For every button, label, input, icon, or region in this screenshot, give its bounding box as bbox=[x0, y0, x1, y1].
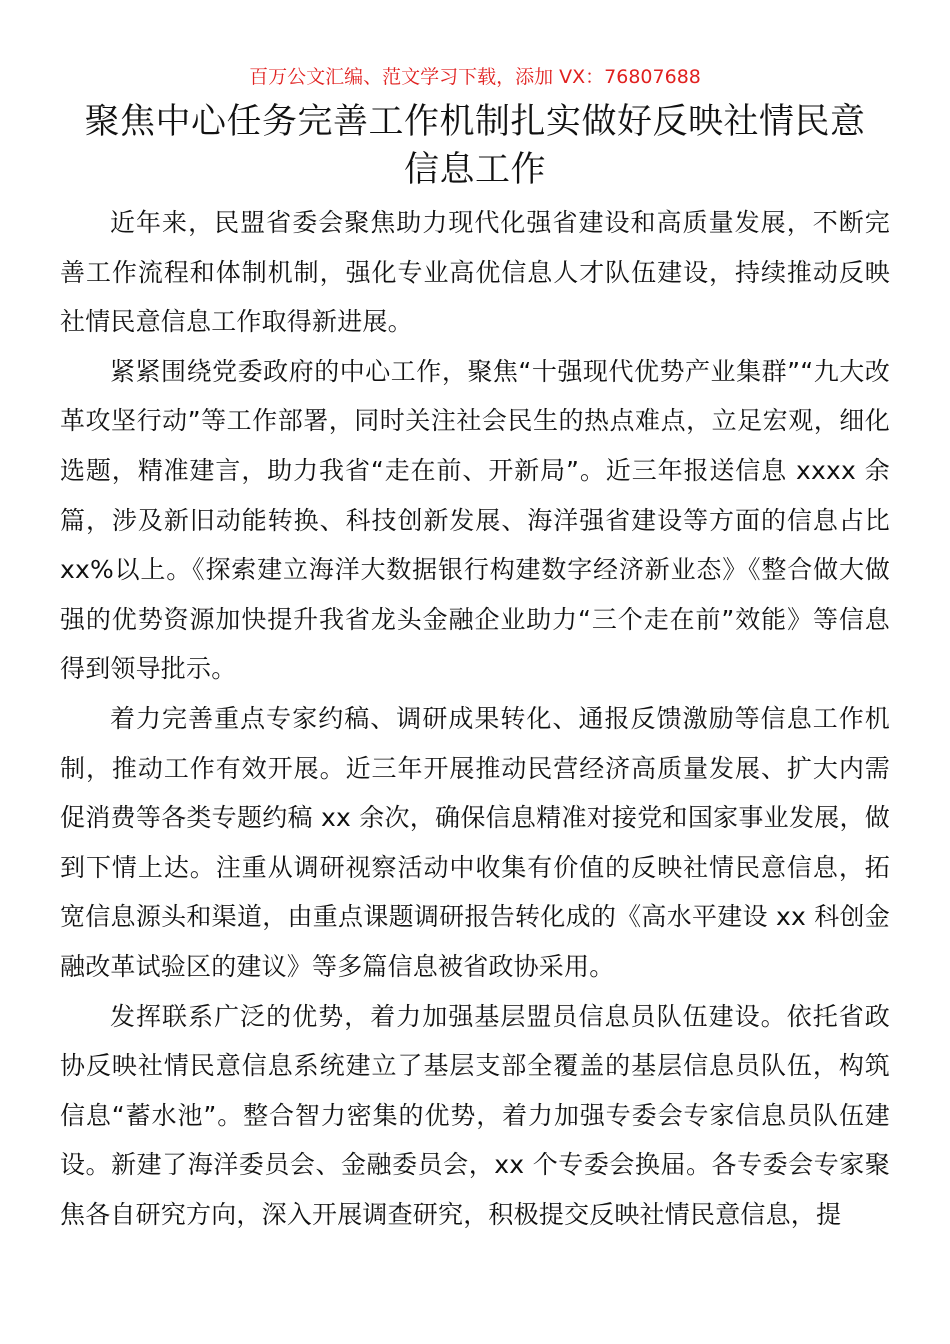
paragraph: 紧紧围绕党委政府的中心工作，聚焦“十强现代优势产业集群”“九大改革攻坚行动”等工作部署，同时关注社会民生的热点难点，立足宏观，细化选题，精准建言，助力我省“走在前、开新局”。近三年报送信息 xxxx 余篇，涉及新旧动能转换、科技创新发展、海洋强省建设等方面的信息占比 xx%以上。《探索建立海洋大数据银行构建数字经济新业态》《整合做大做强的优势资源加快提升我省龙头金融企业助力“三个走在前”效能》等信息得到领导批示。 bbox=[60, 356, 890, 684]
paragraph: 着力完善重点专家约稿、调研成果转化、通报反馈激励等信息工作机制，推动工作有效开展。近三年开展推动民营经济高质量发展、扩大内需促消费等各类专题约稿 xx 余次，确保信息精准对接党和国家事业发展，做到下情上达。注重从调研视察活动中收集有价值的反映社情民意信息，拓宽信息源头和渠道，由重点课题调研报告转化成的《高水平建设 xx 科创金融改革试验区的建议》等多篇信息被省政协采用。 bbox=[60, 703, 890, 981]
document-title: 聚焦中心任务完善工作机制扎实做好反映社情民意信息工作 bbox=[84, 102, 866, 190]
document-body bbox=[60, 198, 890, 1239]
paragraph: 发挥联系广泛的优势，着力加强基层盟员信息员队伍建设。依托省政协反映社情民意信息系统建立了基层支部全覆盖的基层信息员队伍，构筑信息“蓄水池”。整合智力密集的优势，着力加强专委会专家信息员队伍建设。新建了海洋委员会、金融委员会，xx 个专委会换届。各专委会专家聚焦各自研究方向，深入开展调查研究，积极提交反映社情民意信息，提 bbox=[60, 1001, 890, 1229]
watermark-banner: 百万公文汇编、范文学习下载，添加 VX：76807688 bbox=[249, 66, 701, 88]
paragraph: 近年来，民盟省委会聚焦助力现代化强省建设和高质量发展，不断完善工作流程和体制机制，强化专业高优信息人才队伍建设，持续推动反映社情民意信息工作取得新进展。 bbox=[60, 208, 890, 337]
